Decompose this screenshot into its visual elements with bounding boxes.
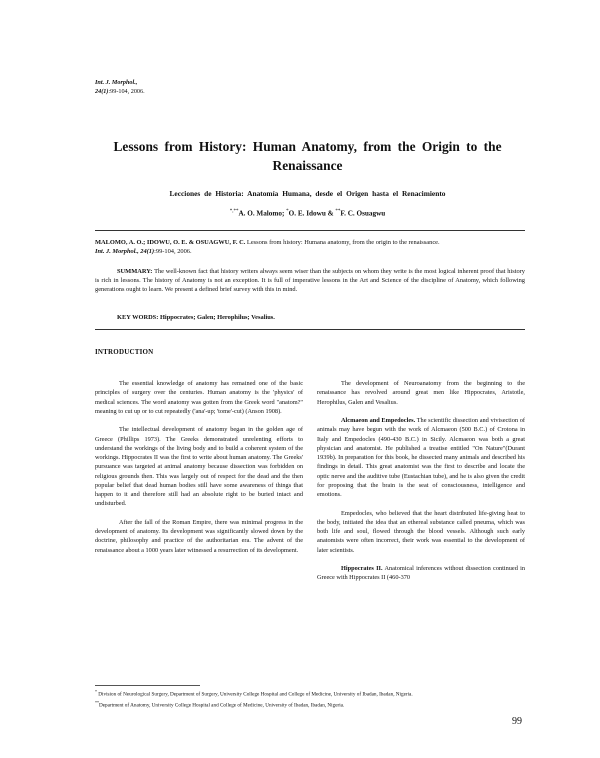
footnote: * Division of Neurological Surgery, Department of Surgery, University College Hospital and College of Medicine, University of Ibadan, Ibadan, Nigeria.: [95, 689, 413, 698]
footnote: **Department of Anatomy, University College Hospital and College of Medicine, University of Ibadan, Ibadan, Nigeria.: [95, 700, 345, 710]
journal-name: Int. J. Morphol.,: [95, 79, 138, 86]
article-title: Lessons from History: Human Anatomy, from the Origin to the Renaissance: [113, 139, 502, 173]
citation: MALOMO, A. O.; IDOWU, O. E. & OSUAGWU, F. C. Lessons from history: Humana anatomy, from the origin to the renaissance. Int. J. Morphol., 24(1):99-104, 2006.: [95, 239, 440, 255]
author-line: *,**A. O. Malomo; *O. E. Idowu & **F. C. Osuagwu: [229, 209, 386, 218]
page-number: 99: [512, 716, 522, 727]
paragraph: After the fall of the Roman Empire, there was minimal progress in the development of anatomy. Its development was significantly slowed down by the doctrine, philosophy and practice of the authoritarian era. The advent of the renaissance about a 1000 years later witnessed a resurrection of its development.: [95, 518, 303, 554]
divider-top: [95, 230, 525, 231]
section-heading: INTRODUCTION: [95, 348, 154, 356]
paragraph: Hippocrates II. Anatomical inferences without dissection continued in Greece with Hippocrates II (460-370: [317, 565, 526, 582]
footnote-divider: [95, 685, 200, 686]
paragraph: The essential knowledge of anatomy has remained one of the basic principles of surgery over the centuries. Human anatomy is the 'physics' of medical sciences. The word anatomy was gotten from the Greek word "anatom?" meaning to cut up or to cut repeatedly ('ana'-up; 'tome'-cut) (Anson 1908).: [95, 380, 303, 415]
journal-volume: 24(1):99-104, 2006.: [95, 88, 145, 95]
footnotes: [95, 688, 525, 711]
paragraph: The development of Neuroanatomy from the beginning to the renaissance has revolved around great men like Hippocrates, Aristotle, Herophilus, Galen and Vesalius.: [317, 380, 525, 406]
paragraph: Empedocles, who believed that the heart distributed life-giving heat to the body, initiated the idea that an ethereal substance called pneuma, which was both life and soul, flowed through the blood vessels. Although such early anatomists were often incorrect, their work was essential to the development of later scientists.: [317, 509, 525, 554]
article-subtitle: Lecciones de Historia: Anatomía Humana, desde el Origen hasta el Renacimiento: [169, 189, 446, 198]
paragraph: Alcmaeon and Empedocles. The scientific dissection and vivisection of animals may have begun with the work of Alcmaeon (500 B.C.) of Crotona in Italy and Empedocles (490-430 B.C.) in Sicily. Alcmaeon was both a great physician and anatomist. He published a treatise entitled "On Nature"(Durant 1939b). In preparation for this book, he dissected many animals and described his findings in detail. This great anatomist was the first to describe and locate the optic nerve and the auditive tube (Eustachian tube), and he is also given the credit for proposing that the brain is the seat of consciousness, intelligence and emotions.: [317, 417, 525, 498]
paragraph: The intellectual development of anatomy began in the golden age of Greece (Phillips 1973). The Greeks demonstrated unrelenting efforts to understand the workings of the living body and to build a coherent system of the workings. Hippocrates II was the first to write about human anatomy. The Greeks' pursuance was targeted at animal anatomy because dissection was forbidden on religious grounds then. This was largely out of respect for the dead and the then popular belief that dead human bodies still have some awareness of things that happen to it and therefore still had an absolute right to be buried intact and undisturbed.: [95, 426, 303, 508]
right-column: [317, 379, 525, 592]
journal-reference: [95, 78, 145, 96]
abstract: SUMMARY: The well-known fact that history writers always seem wiser than the subjects on whom they write is the most logical inherent proof that history is rich in lessons. The history of Anatomy is not an exception. It is full of imperative lessons in the Art and Science of the discipline of Anatomy, which following generations ought to learn. We present a defined brief survey with this in mind.: [95, 268, 525, 294]
keywords: KEY WORDS: Hippocrates; Galen; Herophilus; Vesalius.: [117, 314, 275, 321]
left-column: [95, 379, 303, 564]
divider-bottom: [95, 329, 525, 330]
